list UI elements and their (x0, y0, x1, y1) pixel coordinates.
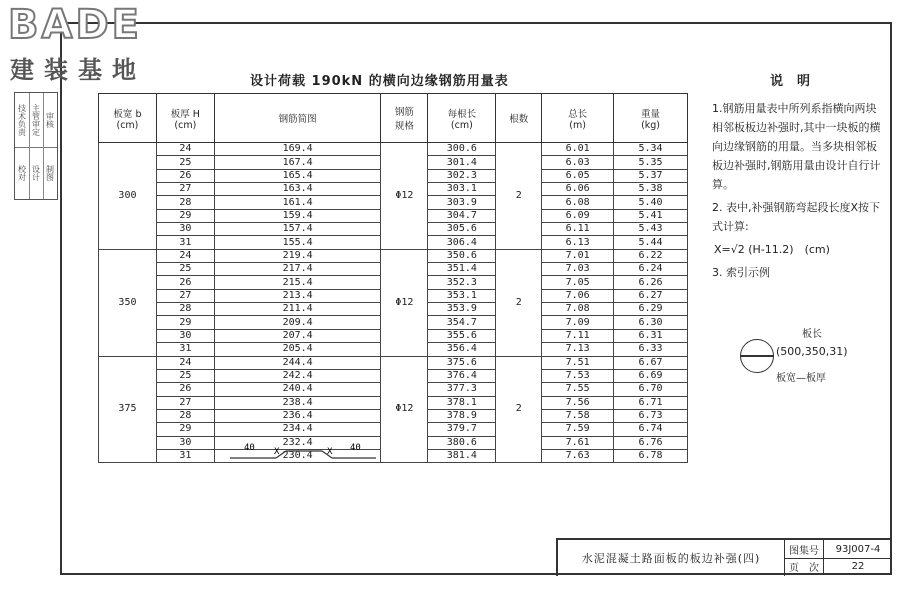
cell-drawing-length: 165.4 (214, 169, 381, 182)
sidebar-cell: 技术负责 (15, 93, 30, 147)
bar-sketch (228, 442, 378, 464)
cell-drawing-length: 157.4 (214, 223, 381, 236)
cell-weight: 6.74 (614, 423, 688, 436)
cell-total-length: 6.05 (542, 169, 614, 182)
cell-total-length: 7.63 (542, 449, 614, 462)
cell-total-length: 6.11 (542, 223, 614, 236)
sidebar-cell: 制图 (45, 165, 55, 181)
cell-thickness: 31 (156, 236, 214, 249)
cell-total-length: 7.03 (542, 263, 614, 276)
sidebar-row-2 (15, 147, 57, 199)
cell-thickness: 24 (156, 356, 214, 369)
cell-weight: 5.40 (614, 196, 688, 209)
cell-drawing-length: 161.4 (214, 196, 381, 209)
logo (8, 2, 173, 82)
cell-drawing-length: 240.4 (214, 383, 381, 396)
cell-each-length: 303.1 (428, 183, 496, 196)
cell-thickness: 28 (156, 303, 214, 316)
cell-thickness: 29 (156, 209, 214, 222)
cell-thickness: 26 (156, 383, 214, 396)
cell-thickness: 24 (156, 249, 214, 262)
cell-drawing-length: 236.4 (214, 409, 381, 422)
index-circle-divider (740, 355, 774, 357)
cell-total-length: 7.53 (542, 369, 614, 382)
cell-weight: 6.22 (614, 249, 688, 262)
bar-right-length: 40 (350, 443, 361, 453)
cell-each-length: 350.6 (428, 249, 496, 262)
cell-each-length: 306.4 (428, 236, 496, 249)
table-header-row (99, 94, 688, 143)
cell-thickness: 30 (156, 223, 214, 236)
cell-thickness: 25 (156, 369, 214, 382)
cell-weight: 6.27 (614, 289, 688, 302)
table-row (99, 249, 688, 262)
cell-each-length: 376.4 (428, 369, 496, 382)
cell-drawing-length: 209.4 (214, 316, 381, 329)
cell-total-length: 7.01 (542, 249, 614, 262)
cell-weight: 6.71 (614, 396, 688, 409)
cell-total-length: 7.51 (542, 356, 614, 369)
cell-each-length: 375.6 (428, 356, 496, 369)
cell-weight: 5.43 (614, 223, 688, 236)
cell-total-length: 7.11 (542, 329, 614, 342)
cell-each-length: 378.1 (428, 396, 496, 409)
sidebar-cell: 设计 (29, 147, 44, 199)
page-number: 22 (851, 561, 865, 572)
cell-each-length: 301.4 (428, 156, 496, 169)
bar-right-mark: X (327, 447, 333, 457)
sidebar-cell: 主管审定 (29, 93, 44, 147)
notes-panel (712, 72, 882, 286)
cell-drawing-length: 219.4 (214, 249, 381, 262)
cell-drawing-length: 215.4 (214, 276, 381, 289)
atlas-number: 93J007-4 (824, 540, 892, 559)
cell-each-length: 302.3 (428, 169, 496, 182)
table-body (99, 143, 688, 463)
cell-each-length: 353.9 (428, 303, 496, 316)
cell-each-length: 352.3 (428, 276, 496, 289)
cell-thickness: 26 (156, 169, 214, 182)
cell-width: 300 (99, 143, 157, 250)
cell-count: 2 (496, 143, 542, 250)
cell-drawing-length: 205.4 (214, 343, 381, 356)
cell-thickness: 29 (156, 423, 214, 436)
cell-thickness: 28 (156, 196, 214, 209)
table-row (99, 143, 688, 156)
cell-thickness: 30 (156, 436, 214, 449)
cell-weight: 6.73 (614, 409, 688, 422)
note-1: 1.钢筋用量表中所列系指横向两块相邻板板边补强时,其中一块板的横向边缘钢筋的用量。当多块相邻板板边补强时,钢筋用量由设计自行计算。 (712, 102, 881, 191)
logo-mark: BADE (8, 2, 142, 48)
cell-each-length: 377.3 (428, 383, 496, 396)
cell-width: 375 (99, 356, 157, 463)
cell-thickness: 31 (156, 449, 214, 462)
cell-total-length: 7.55 (542, 383, 614, 396)
cell-thickness: 31 (156, 343, 214, 356)
logo-subtitle: 建装基地 (10, 56, 146, 84)
approval-sidebar (14, 92, 58, 200)
cell-total-length: 7.06 (542, 289, 614, 302)
index-label-bottom: 板宽—板厚 (776, 373, 826, 384)
cell-weight: 5.35 (614, 156, 688, 169)
cell-total-length: 6.09 (542, 209, 614, 222)
cell-weight: 6.70 (614, 383, 688, 396)
cell-thickness: 30 (156, 329, 214, 342)
col-header-width: 板宽 b (cm) (99, 94, 157, 143)
cell-thickness: 27 (156, 396, 214, 409)
index-example (740, 325, 890, 385)
cell-drawing-length: 155.4 (214, 236, 381, 249)
cell-total-length: 7.61 (542, 436, 614, 449)
cell-thickness: 25 (156, 156, 214, 169)
cell-each-length: 380.6 (428, 436, 496, 449)
cell-count: 2 (496, 249, 542, 356)
cell-drawing-length: 163.4 (214, 183, 381, 196)
cell-drawing-length: 242.4 (214, 369, 381, 382)
note-2: 2. 表中,补强钢筋弯起段长度X按下式计算: (712, 201, 881, 233)
cell-weight: 6.69 (614, 369, 688, 382)
cell-each-length: 304.7 (428, 209, 496, 222)
cell-weight: 6.33 (614, 343, 688, 356)
index-value: (500,350,31) (776, 345, 848, 358)
cell-thickness: 29 (156, 316, 214, 329)
cell-drawing-length: 232.4 (214, 436, 381, 449)
cell-total-length: 7.13 (542, 343, 614, 356)
cell-each-length: 300.6 (428, 143, 496, 156)
cell-drawing-length: 244.4 (214, 356, 381, 369)
cell-each-length: 356.4 (428, 343, 496, 356)
sidebar-cell: 校对 (15, 147, 30, 199)
cell-total-length: 6.08 (542, 196, 614, 209)
cell-thickness: 26 (156, 276, 214, 289)
cell-each-length: 355.6 (428, 329, 496, 342)
cell-each-length: 351.4 (428, 263, 496, 276)
cell-total-length: 6.13 (542, 236, 614, 249)
bar-left-length: 40 (244, 443, 255, 453)
cell-each-length: 354.7 (428, 316, 496, 329)
cell-drawing-length: 169.4 (214, 143, 381, 156)
cell-each-length: 379.7 (428, 423, 496, 436)
cell-weight: 5.37 (614, 169, 688, 182)
cell-total-length: 6.01 (542, 143, 614, 156)
cell-thickness: 25 (156, 263, 214, 276)
cell-total-length: 7.58 (542, 409, 614, 422)
cell-weight: 6.26 (614, 276, 688, 289)
cell-total-length: 6.06 (542, 183, 614, 196)
cell-each-length: 378.9 (428, 409, 496, 422)
formula: X=√2 (H-11.2) (cm) (714, 243, 830, 256)
cell-weight: 5.41 (614, 209, 688, 222)
cell-weight: 6.78 (614, 449, 688, 462)
cell-total-length: 7.09 (542, 316, 614, 329)
col-header-drawing: 钢筋简图 (214, 94, 381, 143)
cell-weight: 6.29 (614, 303, 688, 316)
cell-spec: Φ12 (381, 249, 428, 356)
cell-total-length: 7.08 (542, 303, 614, 316)
cell-thickness: 27 (156, 289, 214, 302)
cell-weight: 6.24 (614, 263, 688, 276)
cell-each-length: 305.6 (428, 223, 496, 236)
page-title: 设计荷载 190kN 的横向边缘钢筋用量表 (250, 74, 509, 89)
cell-width: 350 (99, 249, 157, 356)
cell-drawing-length: 238.4 (214, 396, 381, 409)
cell-thickness: 28 (156, 409, 214, 422)
index-label-top: 板长 (802, 329, 822, 340)
cell-weight: 5.34 (614, 143, 688, 156)
page-label: 页 次 (785, 558, 824, 575)
cell-total-length: 6.03 (542, 156, 614, 169)
drawing-name: 水泥混凝土路面板的板边补强(四) (558, 540, 785, 576)
sidebar-cell: 审核 (45, 112, 55, 128)
rebar-table (98, 93, 688, 463)
cell-each-length: 353.1 (428, 289, 496, 302)
col-header-total-length: 总长 (m) (542, 94, 614, 143)
cell-spec: Φ12 (381, 143, 428, 250)
bar-left-mark: X (274, 447, 280, 457)
cell-drawing-length: 211.4 (214, 303, 381, 316)
cell-total-length: 7.56 (542, 396, 614, 409)
cell-weight: 6.30 (614, 316, 688, 329)
cell-total-length: 7.59 (542, 423, 614, 436)
sidebar-row-1 (15, 93, 57, 148)
cell-drawing-length: 217.4 (214, 263, 381, 276)
cell-count: 2 (496, 356, 542, 463)
cell-drawing-length: 167.4 (214, 156, 381, 169)
cell-spec: Φ12 (381, 356, 428, 463)
cell-drawing-length: 213.4 (214, 289, 381, 302)
cell-thickness: 27 (156, 183, 214, 196)
col-header-count: 根数 (496, 94, 542, 143)
cell-weight: 6.31 (614, 329, 688, 342)
title-block (556, 538, 892, 576)
table-row (99, 356, 688, 369)
cell-total-length: 7.05 (542, 276, 614, 289)
cell-weight: 6.76 (614, 436, 688, 449)
atlas-label: 图集号 (785, 540, 824, 559)
col-header-spec: 钢筋 规格 (381, 94, 428, 143)
notes-title: 说明 (769, 74, 824, 89)
cell-weight: 6.67 (614, 356, 688, 369)
cell-weight: 5.44 (614, 236, 688, 249)
cell-drawing-length: 234.4 (214, 423, 381, 436)
cell-drawing-length: 207.4 (214, 329, 381, 342)
col-header-thickness: 板厚 H (cm) (156, 94, 214, 143)
cell-drawing-length: 159.4 (214, 209, 381, 222)
cell-weight: 5.38 (614, 183, 688, 196)
cell-each-length: 303.9 (428, 196, 496, 209)
cell-drawing-length: 230.4 (214, 449, 381, 462)
note-3: 3. 索引示例 (712, 266, 770, 279)
cell-thickness: 24 (156, 143, 214, 156)
col-header-weight: 重量 (kg) (614, 94, 688, 143)
col-header-each-length: 每根长 (cm) (428, 94, 496, 143)
cell-each-length: 381.4 (428, 449, 496, 462)
